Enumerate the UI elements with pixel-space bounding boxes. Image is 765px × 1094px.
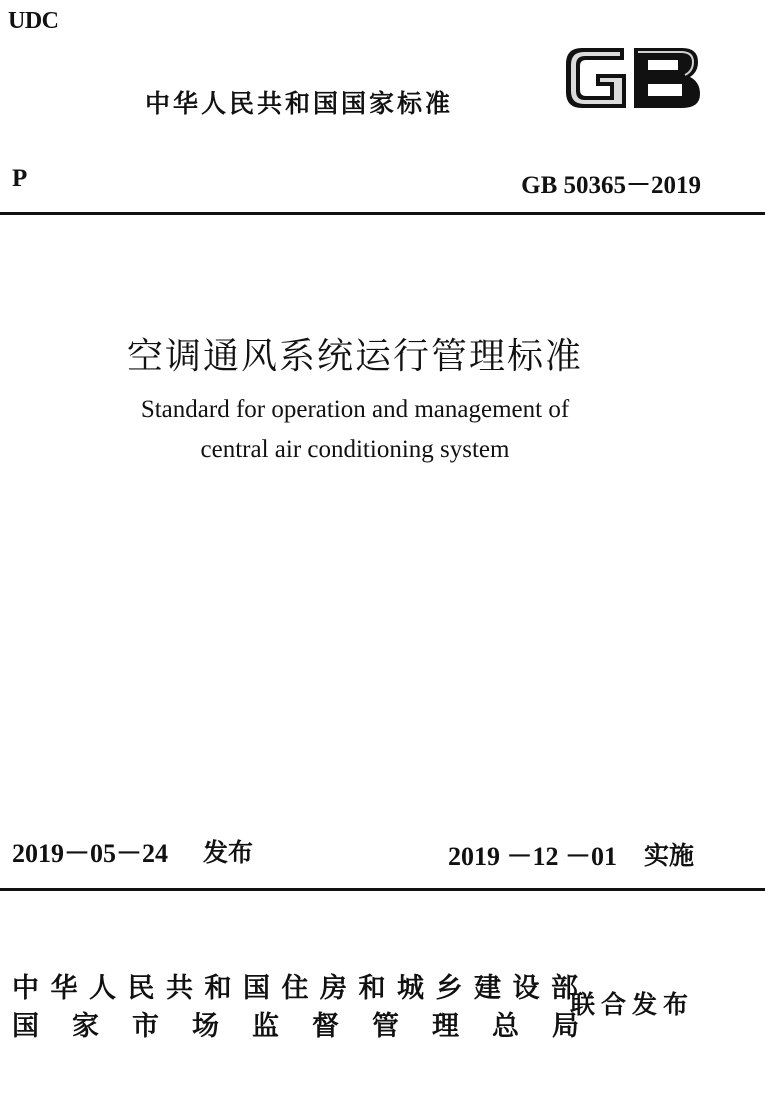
implementation-label: 实施 [644, 841, 695, 870]
title-english-line1: Standard for operation and management of [140, 396, 570, 423]
udc-label: UDC [8, 8, 59, 34]
national-standard-heading: 中华人民共和国国家标准 [145, 89, 454, 118]
issuer-administration: 国家市场监督管理总局 [12, 1011, 612, 1042]
top-divider [0, 212, 765, 215]
title-english-line2: central air conditioning system [200, 436, 510, 463]
gb-logo-g-shape [566, 48, 626, 108]
standard-number: GB 50365－2019 [521, 172, 701, 199]
issuer-ministry: 中华人民共和国住房和城乡建设部 [12, 973, 590, 1004]
gb-logo-b-shape [634, 48, 700, 108]
joint-release-label: 联合发布 [570, 990, 695, 1019]
issue-date: 2019－05－24 [12, 839, 169, 868]
implementation-date: 2019 －12 －01 [448, 842, 618, 871]
issue-label: 发布 [203, 838, 254, 867]
gb-logo-icon [562, 40, 704, 116]
category-code: P [12, 165, 28, 192]
bottom-divider [0, 888, 765, 891]
title-chinese: 空调通风系统运行管理标准 [126, 336, 583, 377]
